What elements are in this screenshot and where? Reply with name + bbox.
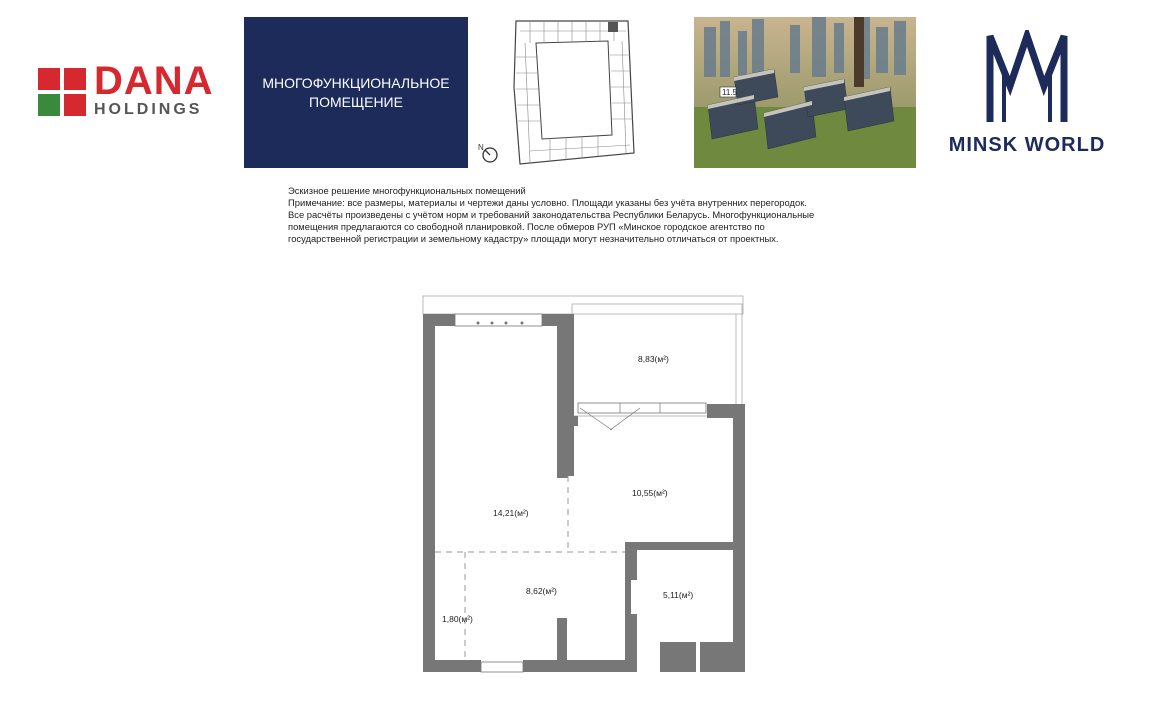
room-area-label: 14,21(м²)	[493, 508, 529, 518]
notes-line: государственной регистрации и земельному кадастру» площади могут незначительно отличаться от проектных.	[288, 233, 779, 244]
title-banner	[244, 17, 468, 168]
aerial-render-image	[694, 17, 916, 168]
title-line-1: МНОГОФУНКЦИОНАЛЬНОЕ	[262, 74, 450, 91]
building-label: 11.5	[722, 88, 737, 97]
mw-monogram-icon	[932, 30, 1122, 130]
notes-line: Примечание: все размеры, материалы и чертежи даны условно. Площади указаны без учёта внутренних перегородок.	[288, 197, 807, 208]
dana-holdings-logo	[38, 59, 228, 120]
key-plan-drawing	[470, 17, 650, 169]
logo-subtitle: HOLDINGS	[94, 101, 203, 118]
room-area-label: 8,62(м²)	[526, 586, 557, 596]
room-area-label: 5,11(м²)	[663, 590, 694, 600]
notes-block	[288, 185, 908, 245]
title-line-2: ПОМЕЩЕНИЕ	[309, 93, 403, 110]
minsk-world-logo	[932, 30, 1122, 160]
logo-square-red	[64, 68, 86, 90]
logo-word: DANA	[94, 59, 214, 103]
logo-square-green	[38, 94, 60, 116]
brand-name: MINSK WORLD	[948, 134, 1106, 156]
key-plan-highlight	[608, 22, 618, 32]
compass-label: N	[478, 143, 484, 152]
notes-line: Все расчёты произведены с учётом норм и требований законодательства Республики Беларусь. Многофункциональные	[288, 209, 815, 220]
notes-line: Эскизное решение многофункциональных помещений	[288, 185, 526, 196]
room-area-label: 8,83(м²)	[638, 354, 669, 364]
room-area-label: 1,80(м²)	[442, 614, 473, 624]
logo-square-red	[64, 94, 86, 116]
floor-plan	[420, 290, 750, 680]
logo-square-red	[38, 68, 60, 90]
room-area-label: 10,55(м²)	[632, 488, 668, 498]
notes-line: помещения предлагаются со свободной планировкой. После обмеров РУП «Минское городское агентство по	[288, 221, 765, 232]
